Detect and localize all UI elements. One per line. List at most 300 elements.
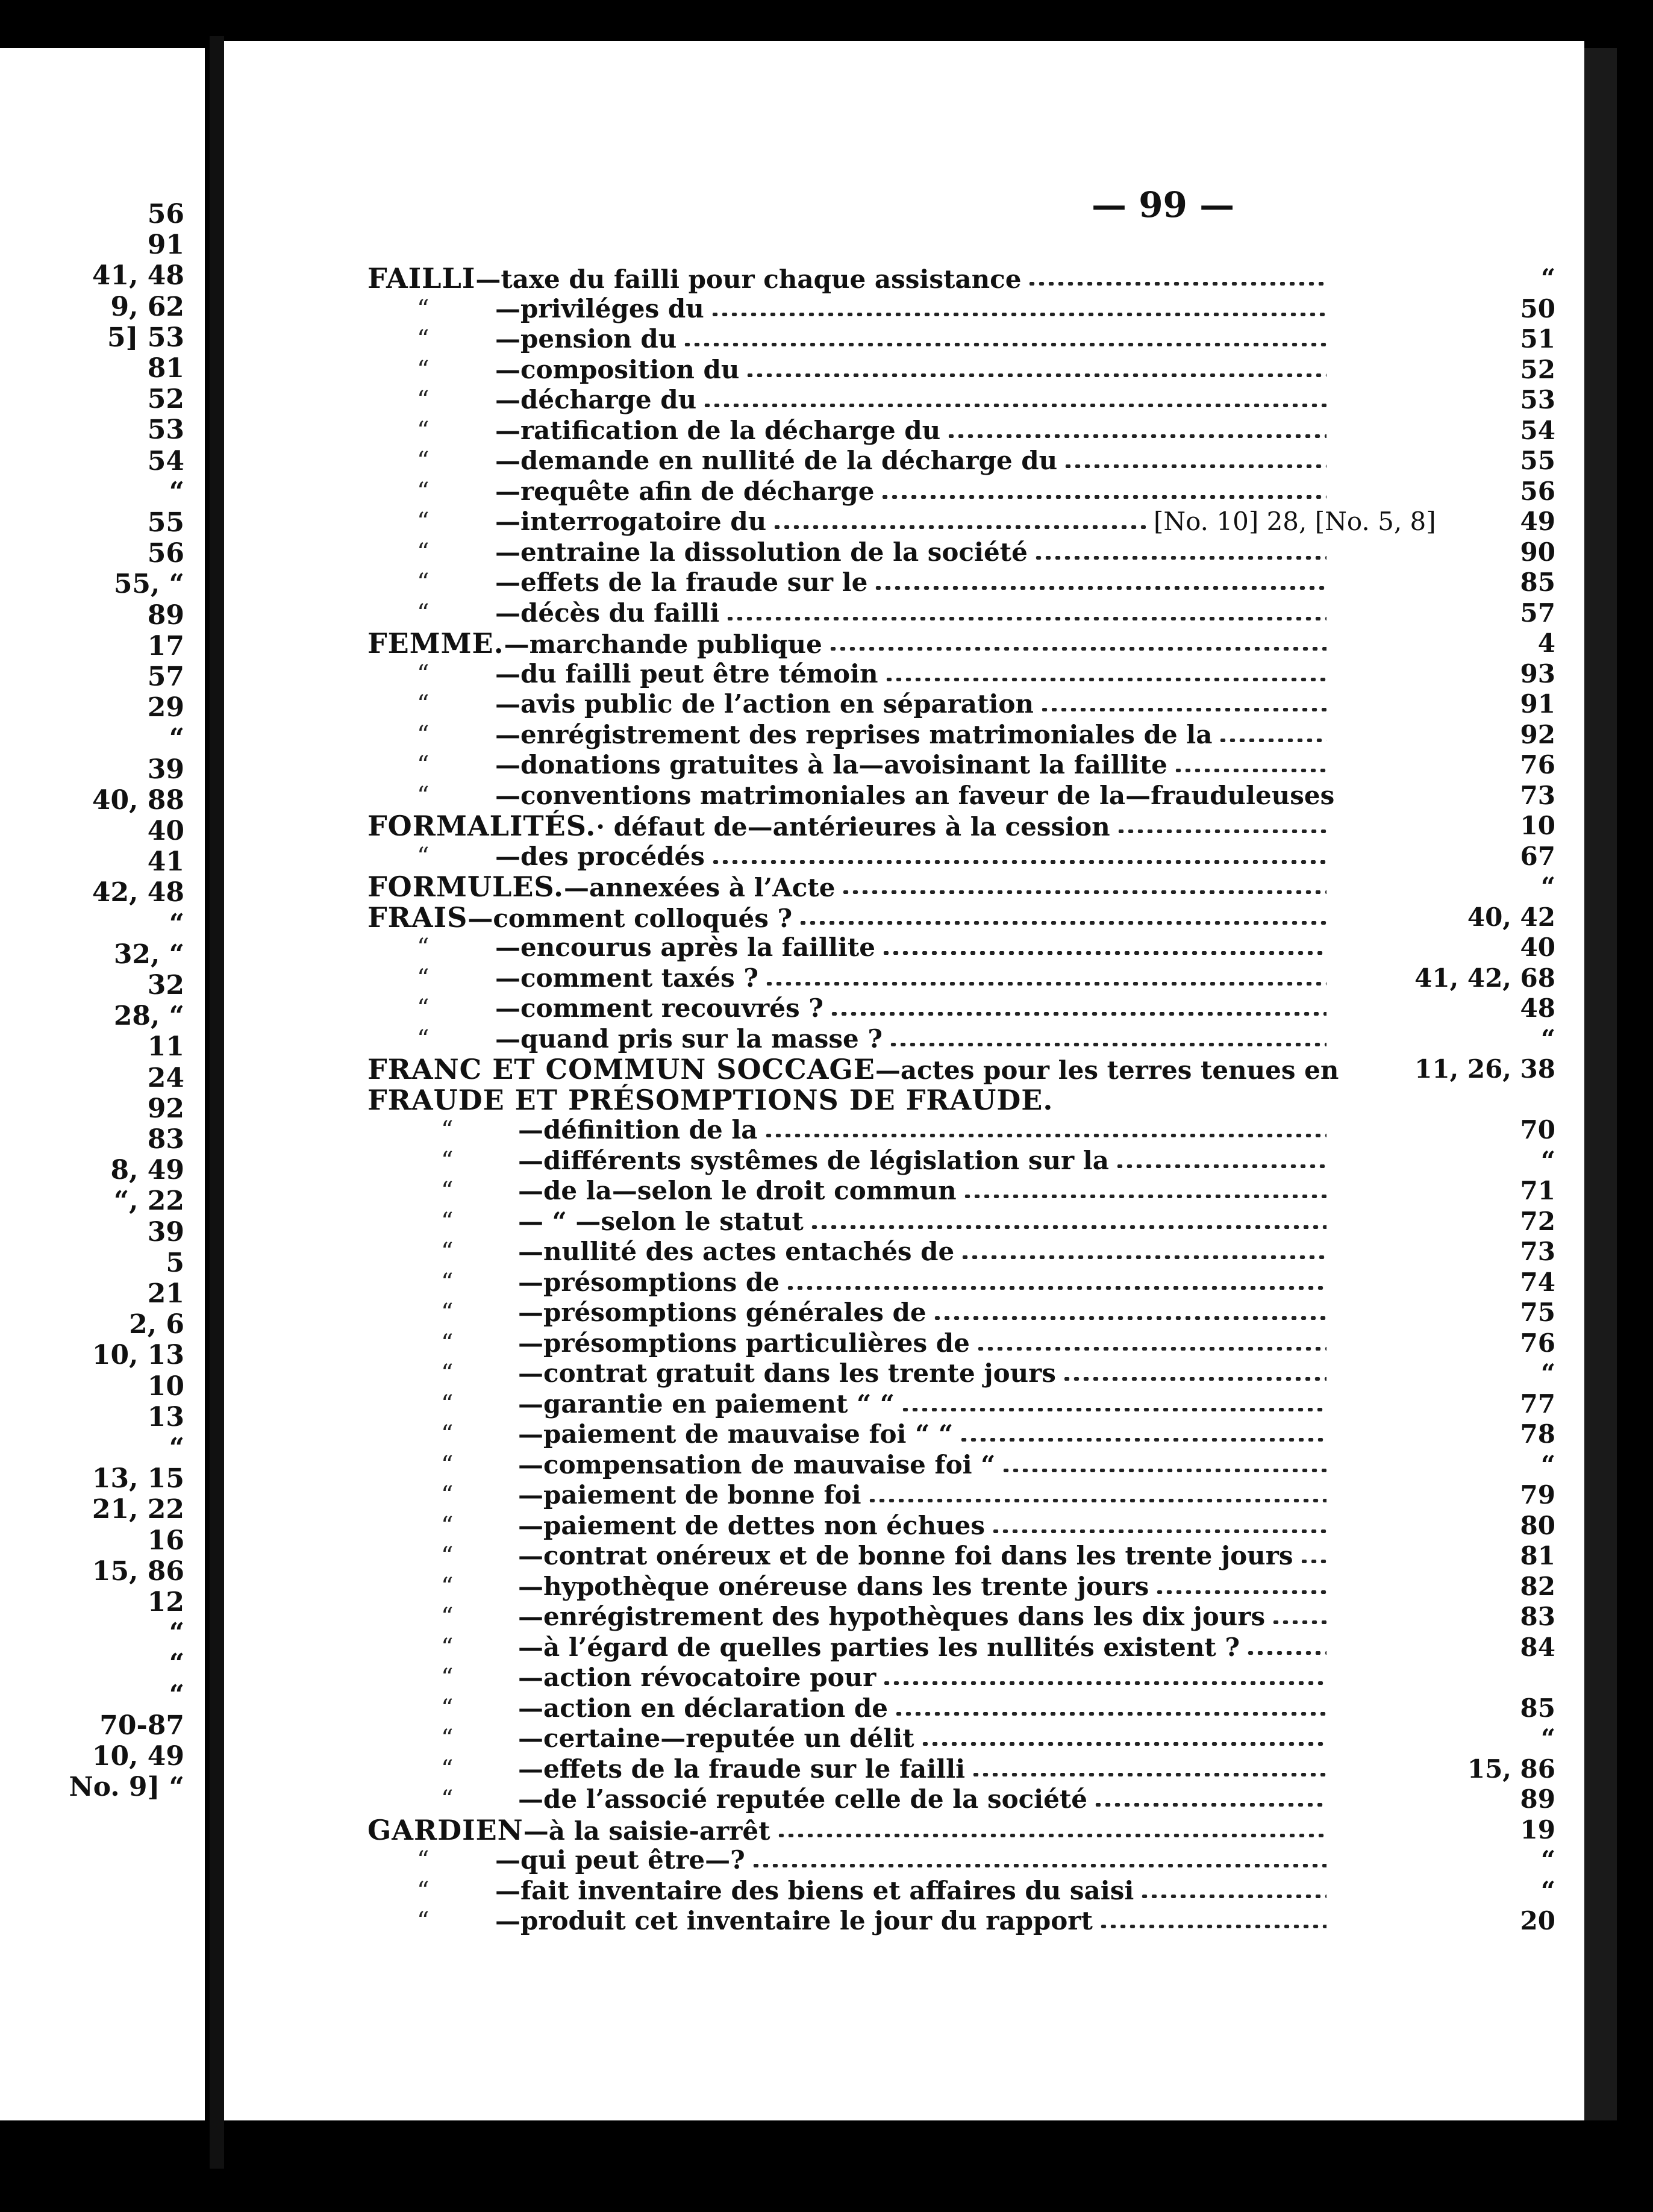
cross-reference: [No. 10] 28, [No. 5, 8] [1154, 507, 1436, 536]
entry-text: —ratification de la décharge du [495, 415, 941, 445]
entry-page-ref: 73 [1520, 1237, 1555, 1266]
entry-text: —contrat onéreux et de bonne foi dans les trente jours [518, 1541, 1293, 1570]
dot-leader [1027, 282, 1326, 286]
ditto-mark: “ [417, 599, 430, 627]
left-page-number: 56 [147, 199, 184, 230]
index-entry [224, 264, 1584, 294]
ditto-mark: “ [441, 1481, 454, 1509]
dot-leader [959, 1438, 1326, 1442]
ditto-mark: “ [441, 1755, 454, 1783]
left-page-number: 16 [147, 1525, 184, 1556]
entry-page-ref: 89 [1520, 1784, 1555, 1814]
index-entry [224, 720, 1584, 751]
ditto-mark: “ [441, 1238, 454, 1266]
dot-leader [1063, 464, 1326, 468]
entry-heading: FORMULES. [367, 870, 564, 903]
index-entry [224, 964, 1584, 994]
entry-page-ref: “ [1540, 1145, 1555, 1175]
index-entry [224, 325, 1584, 355]
dot-leader [710, 313, 1326, 316]
index-entry [224, 477, 1584, 507]
dot-leader [683, 343, 1326, 346]
index-entry [224, 538, 1584, 568]
entry-text: —taxe du failli pour chaque assistance [475, 264, 1022, 294]
ditto-mark: “ [417, 720, 430, 749]
ditto-mark: “ [441, 1451, 454, 1479]
index-entry [224, 690, 1584, 720]
entry-heading: FEMME. [367, 627, 504, 660]
entry-page-ref: 76 [1520, 1328, 1555, 1358]
dot-leader [830, 1012, 1326, 1016]
index-entry [224, 1329, 1584, 1359]
dot-leader [786, 1286, 1326, 1290]
entry-page-ref: 70 [1520, 1115, 1555, 1145]
left-page-number: 8, 49 [110, 1155, 184, 1186]
ditto-mark: “ [441, 1116, 454, 1144]
entry-text: —comment colloqués ? [467, 903, 793, 933]
dot-leader [971, 1773, 1326, 1776]
ditto-mark: “ [441, 1268, 454, 1296]
entry-page-ref: 51 [1520, 324, 1555, 354]
dot-leader [764, 982, 1326, 986]
left-page-number: 91 [147, 230, 184, 261]
left-page-number: 70-87 [99, 1710, 184, 1741]
index-entry [224, 903, 1584, 933]
entry-text: —contrat gratuit dans les trente jours [518, 1358, 1056, 1388]
dot-leader [764, 1134, 1326, 1137]
ditto-mark: “ [441, 1299, 454, 1326]
left-page-number: “ [169, 908, 184, 939]
entry-page-ref: 54 [1520, 415, 1555, 445]
entry-page-ref: 48 [1520, 993, 1555, 1023]
entry-text: —paiement de bonne foi [518, 1480, 861, 1510]
entry-heading: FRAIS [367, 901, 468, 934]
dot-leader [798, 921, 1326, 925]
left-page-number: 5 [166, 1247, 184, 1278]
page-number: — 99 — [1092, 184, 1235, 225]
ditto-mark: “ [441, 1603, 454, 1631]
left-page-number: 10, 13 [92, 1340, 184, 1371]
index-entry [224, 1724, 1584, 1754]
entry-text: —produit cet inventaire le jour du rapport [495, 1906, 1093, 1936]
entry-page-ref: 41, 42, 68 [1414, 963, 1555, 993]
left-page-number: “ [169, 476, 184, 507]
dot-leader [1173, 769, 1326, 772]
left-page-number: 9, 62 [110, 291, 184, 322]
dot-leader [960, 1255, 1326, 1259]
ditto-mark: “ [417, 690, 430, 718]
dot-leader [873, 586, 1326, 590]
left-page-number: “ [169, 1432, 184, 1463]
entry-page-ref: “ [1540, 1358, 1555, 1388]
dot-leader [1271, 1620, 1326, 1624]
index-entry [224, 1390, 1584, 1420]
entry-page-ref: 67 [1520, 841, 1555, 871]
index-entry [224, 1633, 1584, 1663]
left-page-number: 55, “ [113, 569, 184, 600]
left-page-number: 17 [147, 630, 184, 661]
entry-text: —entraine la dissolution de la société [495, 537, 1028, 567]
left-page-number: 21 [147, 1278, 184, 1309]
entry-heading: GARDIEN [367, 1813, 523, 1846]
entry-text: —effets de la fraude sur le failli [518, 1754, 966, 1784]
index-entry [224, 416, 1584, 446]
entry-text: —marchande publique [504, 630, 822, 659]
entry-page-ref: 85 [1520, 567, 1555, 597]
entry-page-ref: 73 [1520, 780, 1555, 810]
entry-text: —encourus après la faillite [495, 933, 876, 962]
ditto-mark: “ [441, 1360, 454, 1387]
index-entry [224, 355, 1584, 386]
entry-text: —présomptions particulières de [518, 1328, 970, 1358]
left-page-number: 32, “ [113, 939, 184, 970]
entry-text: —actes pour les terres tenues en [875, 1055, 1339, 1085]
dot-leader [889, 1043, 1326, 1046]
ditto-mark: “ [417, 447, 430, 475]
left-page-number: “ [169, 723, 184, 754]
dot-leader [880, 495, 1326, 499]
entry-text: —paiement de mauvaise foi “ “ [518, 1419, 954, 1449]
left-page-number: “ [169, 1617, 184, 1649]
ditto-mark: “ [441, 1420, 454, 1448]
index-entry [224, 1907, 1584, 1937]
dot-leader [894, 1712, 1326, 1716]
entry-text: · défaut de—antérieures à la cession [596, 812, 1110, 842]
entry-text: —hypothèque onéreuse dans les trente jours [518, 1571, 1149, 1601]
ditto-mark: “ [441, 1207, 454, 1236]
entry-page-ref: 80 [1520, 1510, 1555, 1540]
dot-leader [1062, 1377, 1326, 1381]
entry-page-ref: “ [1540, 1845, 1555, 1875]
index-entry [224, 1813, 1584, 1846]
dot-leader [745, 373, 1326, 377]
index-entry [224, 1481, 1584, 1511]
index-entry [224, 1359, 1584, 1389]
entry-text: —garantie en paiement “ “ [518, 1389, 895, 1419]
left-page-number: 52 [147, 384, 184, 415]
page-edge-shadow [1584, 48, 1617, 2120]
left-page-number: 42, 48 [92, 877, 184, 908]
entry-text: —action révocatoire pour [518, 1663, 876, 1692]
ditto-mark: “ [417, 1907, 430, 1935]
left-page-number: 11 [147, 1031, 184, 1063]
dot-leader [882, 1681, 1326, 1685]
entry-text: —qui peut être—? [495, 1845, 745, 1875]
entry-text: —quand pris sur la masse ? [495, 1023, 883, 1054]
index-entry [224, 1237, 1584, 1267]
dot-leader [1116, 830, 1326, 833]
ditto-mark: “ [417, 477, 430, 505]
entry-page-ref: 57 [1520, 598, 1555, 628]
entry-text: —présomptions générales de [518, 1298, 926, 1327]
left-page-number: 40, 88 [92, 784, 184, 816]
entry-page-ref: “ [1540, 1449, 1555, 1479]
entry-text: —fait inventaire des biens et affaires du saisi [495, 1875, 1134, 1905]
entry-page-ref: “ [1540, 263, 1555, 293]
dot-leader [828, 647, 1326, 651]
entry-page-ref: 93 [1520, 658, 1555, 689]
left-page-number: 53 [147, 414, 184, 446]
entry-page-ref: 40, 42 [1467, 902, 1555, 932]
entry-page-ref: “ [1540, 1023, 1555, 1054]
index-entry [224, 1207, 1584, 1237]
entry-page-ref: 10 [1520, 811, 1555, 840]
entry-text: —action en déclaration de [518, 1693, 888, 1723]
entry-page-ref: 79 [1520, 1480, 1555, 1510]
left-page-number: “ [169, 1648, 184, 1679]
entry-text: —présomptions de [518, 1267, 780, 1297]
dot-leader [976, 1347, 1326, 1351]
entry-page-ref: 90 [1520, 537, 1555, 567]
dot-leader [963, 1195, 1326, 1198]
entry-text: —décharge du [495, 385, 697, 414]
entry-text: —pension du [495, 324, 677, 354]
entry-text: —enrégistrement des hypothèques dans les dix jours [518, 1602, 1266, 1631]
ditto-mark: “ [417, 964, 430, 992]
left-page-number: 15, 86 [92, 1555, 184, 1587]
ditto-mark: “ [441, 1511, 454, 1540]
entry-page-ref: 52 [1520, 354, 1555, 384]
entry-text: —de la—selon le droit commun [518, 1176, 957, 1205]
left-page-number: 92 [147, 1093, 184, 1124]
ditto-mark: “ [417, 934, 430, 961]
ditto-mark: “ [417, 416, 430, 445]
left-page-number: 81 [147, 353, 184, 384]
left-page-number: No. 9] “ [69, 1772, 184, 1803]
index-entry [224, 386, 1584, 416]
index-entry [224, 1876, 1584, 1907]
entry-text: —décès du failli [495, 598, 720, 628]
entry-page-ref: 85 [1520, 1693, 1555, 1723]
index-entry [224, 1146, 1584, 1176]
dot-leader [1093, 1803, 1326, 1807]
left-page-number: 39 [147, 754, 184, 785]
entry-page-ref: 76 [1520, 750, 1555, 780]
dot-leader [884, 678, 1326, 681]
left-page-number: 12 [147, 1587, 184, 1617]
entry-text: —différents systêmes de législation sur la [518, 1145, 1109, 1175]
index-entry [224, 1298, 1584, 1328]
dot-leader [1115, 1164, 1326, 1168]
entry-text: —définition de la [518, 1115, 758, 1145]
entry-page-ref: 49 [1520, 507, 1555, 536]
ditto-mark: “ [417, 1846, 430, 1874]
index-entry [224, 1755, 1584, 1785]
index-entry [224, 1663, 1584, 1693]
dot-leader [1040, 708, 1326, 711]
index-entry [224, 1083, 1584, 1116]
index-entry [224, 1602, 1584, 1632]
ditto-mark: “ [441, 1725, 454, 1752]
entry-text: —du failli peut être témoin [495, 658, 878, 689]
left-page-number: “, 22 [113, 1186, 184, 1217]
entry-text: —nullité des actes entachés de [518, 1237, 955, 1266]
left-page-number: 10 [147, 1370, 184, 1402]
entry-page-ref: 84 [1520, 1632, 1555, 1662]
entry-page-ref: 74 [1520, 1267, 1555, 1297]
dot-leader [810, 1225, 1326, 1229]
entry-text: —comment taxés ? [495, 963, 759, 993]
entry-text: —effets de la fraude sur le [495, 567, 868, 597]
ditto-mark: “ [417, 355, 430, 384]
index-entry [224, 1511, 1584, 1542]
left-page-number: 41 [147, 846, 184, 878]
entry-page-ref: 71 [1520, 1176, 1555, 1205]
entry-heading: FRANC ET COMMUN SOCCAGE [367, 1053, 875, 1086]
entry-text: —paiement de dettes non échues [518, 1510, 986, 1540]
dot-leader [1140, 1895, 1326, 1898]
entry-page-ref: 50 [1520, 293, 1555, 323]
dot-leader [1246, 1651, 1326, 1655]
index-entry [224, 1846, 1584, 1876]
left-page-number: 24 [147, 1062, 184, 1093]
entry-text: —des procédés [495, 841, 705, 871]
dot-leader [1218, 739, 1326, 742]
dot-leader [751, 1864, 1326, 1867]
index-entry [224, 811, 1584, 842]
ditto-mark: “ [417, 781, 430, 810]
index-entry [224, 1420, 1584, 1450]
dot-leader [867, 1499, 1326, 1502]
entry-page-ref: 15, 86 [1467, 1754, 1555, 1784]
index-entry [224, 295, 1584, 325]
index-entry [224, 842, 1584, 872]
entry-text: —priviléges du [495, 293, 704, 323]
ditto-mark: “ [441, 1390, 454, 1418]
left-page-number: 10, 49 [92, 1741, 184, 1772]
index-entry [224, 1542, 1584, 1572]
index-entry [224, 507, 1584, 537]
entry-page-ref: 4 [1537, 628, 1555, 658]
index-entry [224, 568, 1584, 598]
index-entry [224, 599, 1584, 629]
ditto-mark: “ [441, 1786, 454, 1813]
entry-text: —donations gratuites à la—avoisinant la faillite [495, 750, 1167, 780]
left-page-number: 2, 6 [129, 1309, 184, 1340]
entry-page-ref: 92 [1520, 719, 1555, 749]
entry-text: —à l’égard de quelles parties les nullités existent ? [518, 1632, 1240, 1662]
dot-leader [725, 617, 1326, 620]
index-entry [224, 1176, 1584, 1207]
entry-text: —à la saisie-arrêt [523, 1816, 770, 1846]
entry-page-ref: 20 [1520, 1906, 1555, 1936]
dot-leader [711, 860, 1326, 864]
left-page-number: 13, 15 [92, 1463, 184, 1495]
dot-leader [1155, 1590, 1326, 1594]
index-page [224, 41, 1584, 2120]
entry-page-ref: 91 [1520, 689, 1555, 719]
entry-page-ref: 55 [1520, 446, 1555, 475]
entry-heading: FAILLI [367, 262, 476, 295]
ditto-mark: “ [417, 1876, 430, 1905]
ditto-mark: “ [441, 1542, 454, 1570]
dot-leader [841, 890, 1326, 894]
ditto-mark: “ [417, 751, 430, 779]
ditto-mark: “ [417, 386, 430, 414]
entry-heading: FORMALITÉS. [367, 810, 596, 842]
index-entry [224, 994, 1584, 1024]
entry-page-ref: 77 [1520, 1389, 1555, 1419]
index-entry [224, 781, 1584, 811]
entry-page-ref: 19 [1520, 1814, 1555, 1845]
dot-leader [881, 951, 1326, 955]
left-page-number: 56 [147, 538, 184, 569]
entry-page-ref: 11, 26, 38 [1414, 1054, 1555, 1084]
entry-text: —avis public de l’action en séparation [495, 689, 1034, 719]
index-entry [224, 1785, 1584, 1815]
entry-page-ref: “ [1540, 872, 1555, 901]
index-entry [224, 1055, 1584, 1085]
index-entry [224, 933, 1584, 963]
index-entry [224, 629, 1584, 659]
ditto-mark: “ [417, 508, 430, 536]
ditto-mark: “ [417, 842, 430, 870]
entry-page-ref: 72 [1520, 1206, 1555, 1236]
dot-leader [920, 1742, 1326, 1746]
index-entry [224, 1116, 1584, 1146]
left-page-number: 21, 22 [92, 1494, 184, 1525]
index-entry [224, 751, 1584, 781]
dot-leader [901, 1408, 1326, 1411]
dot-leader [946, 434, 1326, 438]
left-page-fragment [0, 48, 205, 2120]
entry-page-ref: “ [1540, 1875, 1555, 1905]
ditto-mark: “ [417, 995, 430, 1022]
ditto-mark: “ [417, 569, 430, 596]
entry-text: —interrogatoire du [495, 507, 767, 536]
entry-text: —de l’associé reputée celle de la société [518, 1784, 1087, 1814]
ditto-mark: “ [441, 1177, 454, 1205]
ditto-mark: “ [417, 660, 430, 688]
index-entry [224, 1451, 1584, 1481]
entry-text: —compensation de mauvaise foi “ [518, 1449, 996, 1479]
entry-page-ref: 81 [1520, 1541, 1555, 1570]
left-page-number: 41, 48 [92, 260, 184, 292]
dot-leader [991, 1529, 1326, 1533]
left-page-number: 29 [147, 692, 184, 723]
dot-leader [933, 1316, 1326, 1320]
left-page-number: 5] 53 [107, 322, 184, 353]
index-entry [224, 446, 1584, 476]
entry-text: —annexées à l’Acte [564, 873, 836, 902]
dot-leader [702, 404, 1326, 407]
index-entry [224, 1572, 1584, 1602]
dot-leader [1034, 556, 1326, 560]
entry-text: —certaine—reputée un délit [518, 1723, 914, 1753]
entry-page-ref: 53 [1520, 385, 1555, 414]
dot-leader [772, 525, 1146, 529]
entry-text: —requête afin de décharge [495, 476, 875, 506]
entry-text: — “ —selon le statut [518, 1206, 804, 1236]
ditto-mark: “ [417, 295, 430, 323]
entry-page-ref: 40 [1520, 933, 1555, 962]
ditto-mark: “ [441, 1329, 454, 1357]
entry-page-ref: 78 [1520, 1419, 1555, 1449]
dot-leader [1299, 1560, 1326, 1563]
entry-text: —enrégistrement des reprises matrimoniales de la [495, 719, 1213, 749]
entry-text: —composition du [495, 354, 740, 384]
left-page-number: 55 [147, 507, 184, 538]
ditto-mark: “ [417, 1025, 430, 1053]
entry-text: —comment recouvrés ? [495, 993, 823, 1023]
left-page-number: 57 [147, 661, 184, 692]
ditto-mark: “ [441, 1572, 454, 1601]
ditto-mark: “ [441, 1146, 454, 1175]
entry-page-ref: 83 [1520, 1602, 1555, 1631]
ditto-mark: “ [441, 1633, 454, 1661]
dot-leader [1001, 1469, 1326, 1472]
dot-leader [1099, 1925, 1326, 1928]
